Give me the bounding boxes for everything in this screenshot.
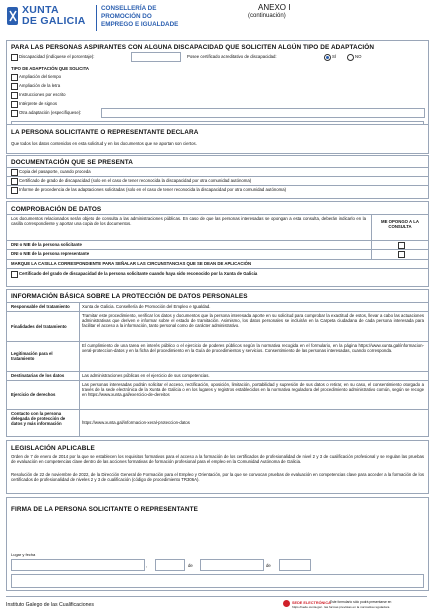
sede-label: SEDE ELECTRÓNICA xyxy=(292,601,331,605)
privacy-value: Tramitar este procedimiento, verificar los datos y documentos que la persona interesada aporte en su solicitud para comprobar la exactitud de estos, llevar a cabo las actuaciones administrativas que deriven e informar sobre el estado de tramitación. Asimismo, los datos personales se incluirán en la Carpeta ciudadana de cada persona interesada para facilitar el acceso a la información, tanto personal como de carácter administrativo. xyxy=(82,313,424,329)
cert-no-label: NO xyxy=(355,54,362,59)
divider xyxy=(7,214,428,215)
legislation-para1: Orden de 7 de enero de 2014 por la que se establecen los requisitos formativos para el acceso a la formación de los certificados de profesionalidad de nivel 2 y 3 de cualificación profesional y se regulan las pruebas de evaluación en competencias clave dentro de las acciones formativas de formación profesional para el empleo en la Comunidad Autónoma de Galicia. xyxy=(11,454,424,465)
privacy-value: El cumplimiento de una tarea en interés público o el ejercicio de poderes públicos según la normativa recogida en el formulario, en la página https://www.xunta.gal/informacion-xeral-proteccion-datos y en la ficha del procedimiento en la Guía de procedimientos y servicios. Consentimiento de las personas interesadas, cuando corresponda. xyxy=(82,343,424,354)
de-label: de xyxy=(188,563,193,568)
divider xyxy=(7,409,428,410)
document-label: Certificado de grado de discapacidad (solo en el caso de tener reconocida la discapacidad por otra comunidad autónoma) xyxy=(19,178,252,183)
annex-title: ANEXO I xyxy=(258,3,291,12)
option-label: Instrucciones por escrito xyxy=(19,92,66,97)
divider xyxy=(7,259,428,260)
place-input[interactable] xyxy=(11,559,148,571)
oppose-checkbox[interactable] xyxy=(398,251,405,258)
month-input[interactable] xyxy=(200,559,264,571)
header xyxy=(0,0,439,38)
privacy-label: Responsable del tratamiento xyxy=(11,304,70,309)
divider xyxy=(7,341,428,342)
privacy-value: Las administraciones públicas en el ejercicio de sus competencias. xyxy=(82,373,210,378)
divider xyxy=(7,371,428,372)
privacy-label: Destinatarias de los datos xyxy=(11,373,65,378)
footer-rule xyxy=(6,596,427,597)
verification-row: DNI o NIE de la persona solicitante xyxy=(11,242,82,247)
institute-name: Instituto Galego de las Cualificaciones xyxy=(6,602,94,608)
option-checkbox[interactable] xyxy=(11,92,18,99)
divider xyxy=(79,302,80,436)
declare-title: LA PERSONA SOLICITANTE O REPRESENTANTE DECLARA xyxy=(11,129,199,136)
privacy-value: Las personas interesadas podrán solicitar el acceso, rectificación, oposición, limitación, portabilidad y supresión de sus datos o retirar, en su caso, el consentimiento otorgado a través de la sede electrónica de la Xunta de Galicia o en los lugares y registros establecidos en la normativa reguladora del procedimiento administrativo común, según se recoge en https://www.xunta.gal/exercicio-de-dereitos xyxy=(82,382,424,398)
divider xyxy=(7,380,428,381)
xunta-logo-icon xyxy=(6,5,20,27)
document-label: Informe de procedencia de las adaptaciones solicitadas (solo en el caso de tener reconocida la discapacidad por otra comunidad autónoma) xyxy=(19,187,287,192)
dept-line1: CONSELLERÍA DE xyxy=(101,5,157,12)
disability-title: PARA LAS PERSONAS ASPIRANTES CON ALGUNA DISCAPACIDAD QUE SOLICITEN ALGÚN TIPO DE ADAPTACIÓN xyxy=(11,44,375,51)
dept-line3: EMPREGO E IGUALDADE xyxy=(101,21,179,28)
divider xyxy=(7,268,428,269)
adaptation-heading: TIPO DE ADAPTACIÓN QUE SOLICITA xyxy=(11,66,89,71)
logo-line1: XUNTA xyxy=(22,4,59,16)
cert-yes-label: SÍ xyxy=(332,54,337,59)
option-label: Ampliación de la letra xyxy=(19,83,61,88)
privacy-value: https://www.xunta.gal/informacion-xeral-proteccion-datos xyxy=(82,420,190,425)
verification-intro: Los documentos relacionados serán objeto de consulta a las administraciones públicas. En caso de que las personas interesadas se opongan a esta consulta, deberán indicarlo en la casilla correspondiente y aportar una copia de los documentos. xyxy=(11,216,366,227)
de-label: de xyxy=(266,563,271,568)
option-label: Intérprete de signos xyxy=(19,101,57,106)
header-divider xyxy=(96,5,97,31)
divider xyxy=(7,167,428,168)
declare-text: Que todos los datos contenidos en esta solicitud y en los documentos que se aportan son ciertos. xyxy=(11,141,197,146)
divider xyxy=(7,302,428,303)
divider xyxy=(7,240,428,241)
divider xyxy=(7,185,428,186)
legislation-section xyxy=(6,440,429,494)
legislation-para2: Resolución de 22 de noviembre de 2022, de la Dirección General de Formación para el Empleo y Orientación, por la que se convocan pruebas de evaluación en competencias clave para acceder a la formación de los certificados de profesionalidad de niveles 2 y 3 de cualificación (código de procedimiento TR306A). xyxy=(11,472,424,483)
privacy-title: INFORMACIÓN BÁSICA SOBRE LA PROTECCIÓN DE DATOS PERSONALES xyxy=(11,293,248,300)
mark-item: Certificado del grado de discapacidad de la persona solicitante cuando haya sido reconocido por la Xunta de Galicia xyxy=(19,271,258,276)
privacy-label: Finalidades del tratamiento xyxy=(11,324,67,329)
cert-no-radio[interactable] xyxy=(347,54,354,61)
signature-box[interactable] xyxy=(11,574,424,588)
option-label: Otra adaptación (especifíquese): xyxy=(19,110,82,115)
privacy-label: Legitimación para el tratamiento xyxy=(11,351,53,362)
logo-line2: DE GALICIA xyxy=(22,15,86,27)
oppose-checkbox[interactable] xyxy=(398,242,405,249)
disability-percent-input[interactable] xyxy=(131,52,181,62)
document-checkbox[interactable] xyxy=(11,169,18,176)
option-checkbox[interactable] xyxy=(11,101,18,108)
verification-title: COMPROBACIÓN DE DATOS xyxy=(11,206,102,213)
sede-note1: Este formulario sólo podrá presentarse en xyxy=(330,600,392,604)
declare-section xyxy=(6,124,429,154)
divider xyxy=(7,176,428,177)
sede-icon xyxy=(283,600,290,607)
other-adaptation-input[interactable] xyxy=(101,108,425,118)
place-date-label: Lugar y fecha xyxy=(11,552,36,557)
cert-yes-radio[interactable] xyxy=(324,54,331,61)
disability-label: Discapacidad (indíquese el porcentaje): xyxy=(19,54,95,59)
privacy-section xyxy=(6,289,429,437)
documents-section xyxy=(6,155,429,199)
option-checkbox[interactable] xyxy=(11,110,18,117)
option-checkbox[interactable] xyxy=(11,74,18,81)
divider xyxy=(7,249,428,250)
option-label: Ampliación del tiempo xyxy=(19,74,62,79)
privacy-label: Contacto con la persona delegada de protección de datos y más información xyxy=(11,411,66,427)
mark-heading: MARQUE LA CASILLA CORRESPONDIENTE PARA SEÑALAR LAS CIRCUNSTANCIAS QUE SE DEAN DE APLICACIÓN xyxy=(11,261,252,266)
documents-title: DOCUMENTACIÓN QUE SE PRESENTA xyxy=(11,159,133,166)
dept-line2: PROMOCIÓN DO xyxy=(101,13,152,20)
oppose-header: ME OPONGO A LA CONSULTA xyxy=(381,219,419,230)
option-checkbox[interactable] xyxy=(11,83,18,90)
verification-section xyxy=(6,201,429,287)
privacy-value: Xunta de Galicia. Consellería de Promoción del Empleo e Igualdad. xyxy=(82,304,211,309)
cert-label: Posee certificado acreditativo de discapacidad: xyxy=(187,54,277,59)
comma-separator: , xyxy=(146,563,148,568)
divider xyxy=(7,311,428,312)
privacy-label: Ejercicio de derechos xyxy=(11,392,56,397)
day-input[interactable] xyxy=(155,559,185,571)
divider xyxy=(371,214,372,260)
document-label: Copia del pasaporte, cuando proceda xyxy=(19,169,91,174)
disability-checkbox[interactable] xyxy=(11,54,18,61)
year-input[interactable] xyxy=(279,559,311,571)
verification-row: DNI o NIE de la persona representante xyxy=(11,251,90,256)
signature-title: FIRMA DE LA PERSONA SOLICITANTE O REPRESENTANTE xyxy=(11,506,198,513)
legislation-title: LEGISLACIÓN APLICABLE xyxy=(11,445,95,452)
sede-note2: https://sede.xunta.gal · las formas previstas en la normativa reguladora xyxy=(292,605,390,609)
signature-section xyxy=(6,497,429,591)
document-checkbox[interactable] xyxy=(11,178,18,185)
document-checkbox[interactable] xyxy=(11,187,18,194)
annex-subtitle: (continuación) xyxy=(248,13,286,19)
mark-checkbox[interactable] xyxy=(11,271,18,278)
footer xyxy=(0,596,439,612)
